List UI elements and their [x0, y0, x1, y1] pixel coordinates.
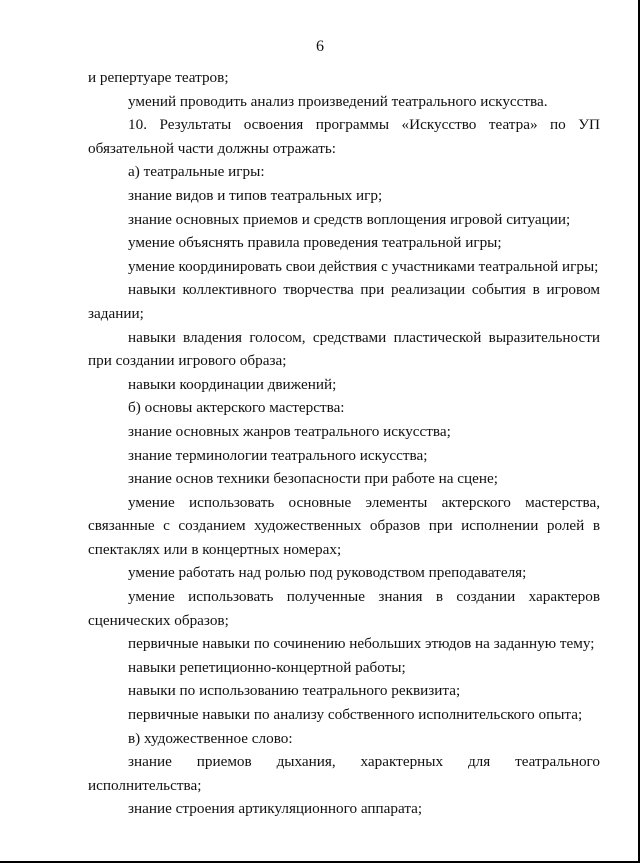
paragraph: умений проводить анализ произведений театрального искусства.	[128, 92, 548, 110]
paragraph: знание основ техники безопасности при работе на сцене;	[128, 470, 499, 488]
paragraph: навыки координации движений;	[128, 375, 337, 393]
paragraph: знание строения артикуляционного аппарата;	[128, 800, 423, 818]
paragraph: навыки владения голосом, средствами пластической выразительности при создании игрового образа;	[88, 328, 600, 370]
paragraph: б) основы актерского мастерства:	[128, 399, 345, 417]
paragraph: умение использовать полученные знания в создании характеров сценических образов;	[88, 588, 600, 629]
paragraph: навыки коллективного творчества при реализации события в игровом задании;	[88, 281, 600, 322]
paragraph: знание приемов дыхания, характерных для театрального исполнительства;	[88, 753, 600, 794]
paragraph: умение работать над ролью под руководством преподавателя;	[128, 564, 527, 582]
paragraph: знание основных приемов и средств воплощения игровой ситуации;	[128, 210, 571, 228]
paragraph: в) художественное слово:	[128, 729, 293, 747]
paragraph: 10. Результаты освоения программы «Искусство театра» по УП обязательной части должны отражать:	[88, 116, 600, 157]
page-number: 6	[316, 38, 324, 55]
paragraph: навыки по использованию театрального реквизита;	[128, 682, 461, 700]
paragraph: первичные навыки по сочинению небольших этюдов на заданную тему;	[128, 635, 595, 653]
document-body	[88, 66, 600, 821]
paragraph: первичные навыки по анализу собственного исполнительского опыта;	[128, 706, 583, 724]
paragraph: и репертуаре театров;	[88, 69, 229, 86]
paragraph: умение объяснять правила проведения театральной игры;	[128, 234, 502, 252]
paragraph: знание терминологии театрального искусства;	[128, 446, 428, 464]
paragraph: умение использовать основные элементы актерского мастерства, связанные с созданием художественных образов при исполнении ролей в спектаклях или в концертных номерах;	[88, 493, 600, 558]
paragraph: а) театральные игры:	[128, 163, 265, 181]
paragraph: знание видов и типов театральных игр;	[128, 186, 383, 204]
paragraph: навыки репетиционно-концертной работы;	[128, 658, 406, 676]
paragraph: умение координировать свои действия с участниками театральной игры;	[128, 257, 599, 275]
paragraph: знание основных жанров театрального искусства;	[128, 422, 451, 440]
